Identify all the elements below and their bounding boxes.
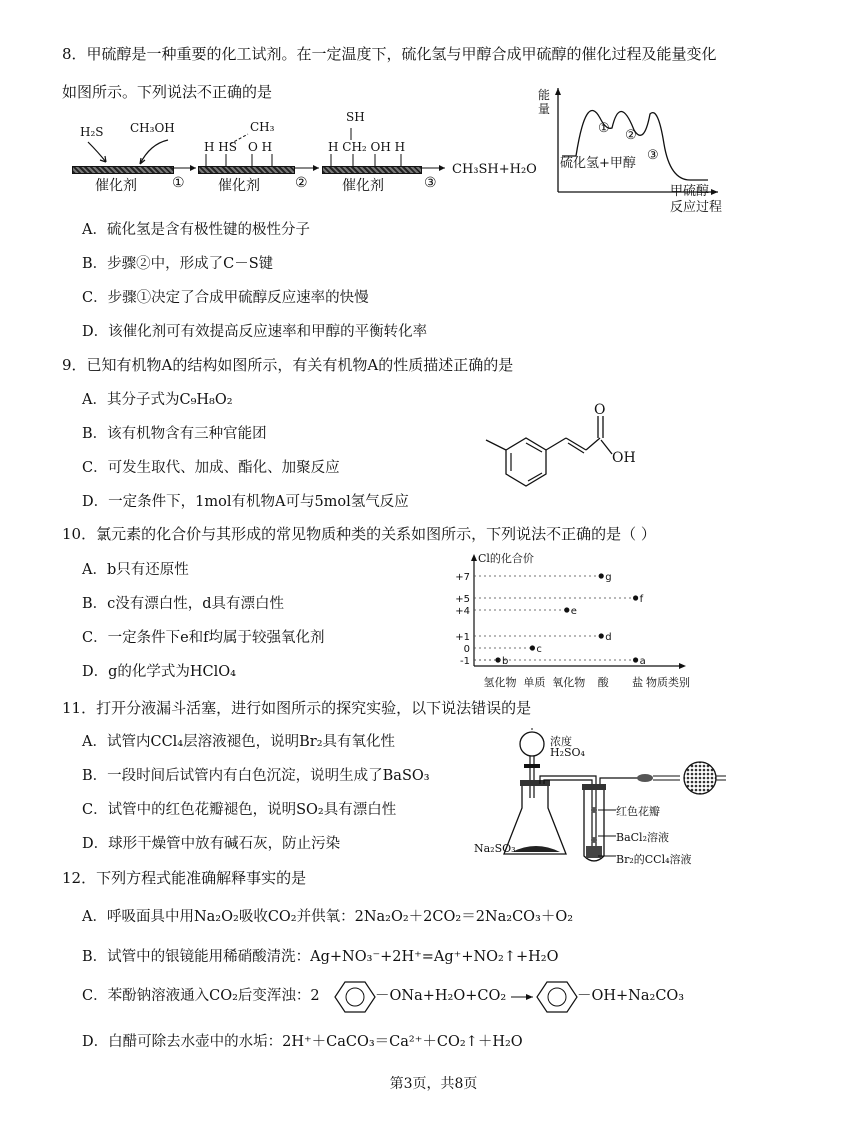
chart-y-tick-label: +5 [455, 594, 470, 605]
page-footer: 第3页，共8页 [389, 1076, 478, 1092]
q8-mid2-bonds [325, 124, 425, 168]
chart-point-g [599, 573, 604, 578]
q8-mid1-ch3: CH₃ [250, 120, 275, 134]
catalyst-label-2: 催化剂 [218, 178, 260, 194]
q8-mid1: H HS [204, 140, 237, 154]
energy-peak-3: ③ [647, 148, 659, 163]
q11-label-leaders [598, 800, 618, 860]
q12-option-b: B．试管中的银镜能用稀硝酸清洗：Ag+NO₃⁻+2H⁺=Ag⁺+NO₂↑+H₂O [82, 949, 559, 965]
q9-option-a: A．其分子式为C₉H₈O₂ [82, 392, 233, 408]
chart-y-axis-arrow [471, 554, 477, 561]
q8-stem-line1: 8．甲硫醇是一种重要的化工试剂。在一定温度下，硫化氢与甲醇合成甲硫醇的催化过程及能量变化 [62, 45, 717, 63]
chart-y-tick-label: 0 [463, 644, 470, 655]
chart-y-tick-label: +7 [455, 572, 470, 583]
energy-ylabel: 能量 [538, 88, 551, 116]
q11-bacl2-label: BaCl₂溶液 [616, 831, 669, 844]
q11-option-b: B．一段时间后试管内有白色沉淀，说明生成了BaSO₃ [82, 768, 430, 784]
q9-carbonyl-o: O [594, 402, 606, 418]
q12-option-c-right: －OH+Na₂CO₃ [577, 988, 685, 1004]
q8-mid1-oh: O H [248, 140, 273, 154]
q8-option-a: A．硫化氢是含有极性键的极性分子 [82, 222, 310, 238]
q11-option-a: A．试管内CCl₄层溶液褪色，说明Br₂具有氧化性 [82, 734, 396, 750]
q10-stem: 10．氯元素的化合价与其形成的常见物质种类的关系如图所示，下列说法不正确的是（ ） [62, 525, 656, 543]
catalyst-label-3: 催化剂 [342, 178, 384, 194]
chart-ylabel: Cl的化合价 [478, 552, 534, 565]
q8-h2s: H₂S [80, 125, 104, 139]
chart-y-tick-label: +4 [455, 606, 470, 617]
q8-mid2: H CH₂ OH H [328, 140, 406, 154]
chart-plot-area [450, 548, 700, 676]
q12-option-d: D．白醋可除去水壶中的水垢：2H⁺＋CaCO₃＝Ca²⁺＋CO₂↑＋H₂O [82, 1034, 523, 1050]
chart-point-label-e: e [570, 606, 577, 617]
chart-x-axis-arrow [679, 663, 686, 669]
energy-reactant: 硫化氢+甲醇 [560, 156, 636, 171]
q11-option-c: C．试管中的红色花瓣褪色，说明SO₂具有漂白性 [82, 802, 397, 818]
chart-category-label: 单质 [523, 676, 546, 689]
step-2-arrow [295, 162, 325, 174]
q10-valence-chart [450, 548, 700, 694]
catalyst-bar-2 [198, 166, 295, 174]
catalyst-bar-1 [72, 166, 174, 174]
energy-peak-2: ② [625, 128, 637, 143]
q8-option-c: C．步骤①决定了合成甲硫醇反应速率的快慢 [82, 290, 369, 306]
chart-xlabel: 物质类别 [646, 676, 690, 689]
catalyst-label-1: 催化剂 [95, 178, 137, 194]
q10-option-b: B．c没有漂白性，d具有漂白性 [82, 596, 285, 612]
q12-option-c-left: －ONa+H₂O+CO₂ [375, 988, 507, 1004]
chart-point-label-c: c [536, 644, 542, 655]
q8-option-d: D．该催化剂可有效提高反应速率和甲醇的平衡转化率 [82, 324, 428, 340]
q8-stem-line2: 如图所示。下列说法不正确的是 [62, 83, 273, 101]
chart-y-tick-label: +1 [455, 632, 470, 643]
chart-point-d [599, 633, 604, 638]
q9-option-d: D．一定条件下，1mol有机物A可与5mol氢气反应 [82, 494, 409, 510]
q10-option-c: C．一定条件下e和f均属于较强氧化剂 [82, 630, 325, 646]
energy-product: 甲硫醇 [670, 184, 710, 199]
chart-category-label: 氧化物 [552, 676, 586, 689]
chart-point-label-f: f [639, 594, 644, 605]
chart-point-label-b: b [502, 656, 509, 667]
energy-xlabel: 反应过程 [670, 200, 723, 215]
chart-point-label-g: g [605, 572, 612, 583]
q11-acid-label-1: 浓度 [550, 735, 572, 748]
step-3-arrow [421, 162, 451, 174]
chart-point-f [633, 595, 638, 600]
chart-point-label-d: d [605, 632, 612, 643]
q9-stem: 9．已知有机物A的结构如图所示，有关有机物A的性质描述正确的是 [62, 356, 514, 374]
q11-petal-label: 红色花瓣 [616, 805, 660, 818]
q10-option-a: A．b只有还原性 [82, 562, 189, 578]
q12-option-a: A．呼吸面具中用Na₂O₂吸收CO₂并供氧：2Na₂O₂＋2CO₂＝2Na₂CO₃＋O₂ [82, 909, 574, 925]
q8-mid1-bonds [200, 130, 300, 170]
step-1-label: ① [172, 175, 185, 191]
catalyst-bar-3 [322, 166, 422, 174]
q11-acid-label-2: H₂SO₄ [550, 746, 585, 759]
q11-stem: 11．打开分液漏斗活塞，进行如图所示的探究实验，以下说法错误的是 [62, 699, 532, 717]
q12-stem: 12．下列方程式能准确解释事实的是 [62, 869, 307, 887]
chart-point-label-a: a [639, 656, 646, 667]
q8-mid2-sh: SH [346, 110, 365, 124]
q9-option-b: B．该有机物含有三种官能团 [82, 426, 267, 442]
step-3-label: ③ [424, 175, 437, 191]
q8-product: CH₃SH+H₂O [452, 162, 537, 177]
chart-category-label: 酸 [597, 676, 609, 689]
chart-point-c [530, 645, 535, 650]
q11-option-d: D．球形干燥管中放有碱石灰，防止污染 [82, 836, 341, 852]
q12-option-c-text: C．苯酚钠溶液通入CO₂后变浑浊：2 [82, 988, 320, 1004]
step-2-label: ② [295, 175, 308, 191]
chart-category-label: 氢化物 [483, 676, 517, 689]
q9-structure [480, 398, 630, 498]
q8-ch3oh: CH₃OH [130, 121, 175, 135]
chart-point-e [564, 607, 569, 612]
chart-category-label: 盐 [632, 676, 644, 689]
q8-option-b: B．步骤②中，形成了C－S键 [82, 256, 274, 272]
chart-y-tick-label: -1 [460, 656, 470, 667]
energy-peak-1: ① [598, 121, 610, 136]
q9-hydroxyl: OH [612, 450, 636, 466]
q11-br2-label: Br₂的CCl₄溶液 [616, 853, 692, 866]
q9-option-c: C．可发生取代、加成、酯化、加聚反应 [82, 460, 340, 476]
q11-salt-label: Na₂SO₃ [474, 842, 516, 855]
chart-point-a [633, 657, 638, 662]
q10-option-d: D．g的化学式为HClO₄ [82, 664, 236, 680]
